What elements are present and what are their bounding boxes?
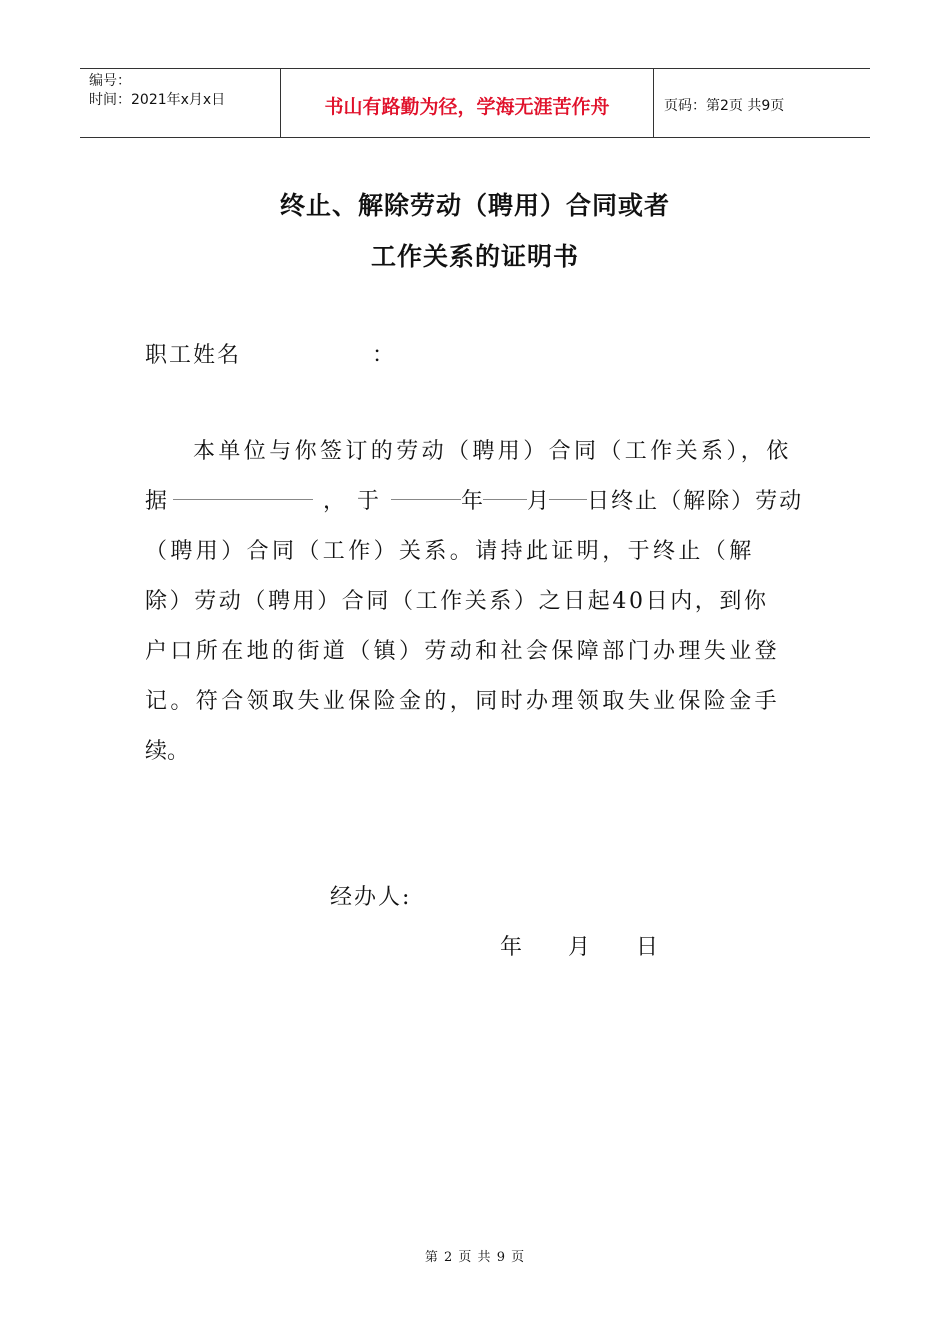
year-blank-field[interactable] (391, 477, 461, 500)
body-line-6 (145, 677, 807, 727)
page-footer: 第 2 页 共 9 页 (424, 1250, 526, 1265)
signature-month: 月 (568, 935, 591, 960)
body-text-line-2b: ，于 (323, 489, 392, 514)
signature-day: 日 (636, 935, 659, 960)
header-page-info: 页码：第2页 共9页 (664, 98, 785, 114)
employee-name-colon: ： (372, 343, 395, 368)
month-blank-field[interactable] (483, 477, 527, 500)
body-text-line-7: 续。 (145, 739, 190, 764)
body-line-5 (145, 627, 807, 677)
body-line-7 (145, 727, 807, 777)
signature-year: 年 (500, 935, 523, 960)
body-line-2 (145, 477, 807, 527)
body-line-4 (145, 577, 807, 627)
header-number-label: 编号： (89, 73, 131, 89)
body-line-1 (145, 427, 807, 477)
body-text-line-4: 除）劳动（聘用）合同（工作关系）之日起40日内，到你 (145, 589, 769, 614)
header-motto: 书山有路勤为径，学海无涯苦作舟 (281, 69, 654, 137)
header-time-label: 时间：2021年x月x日 (89, 92, 226, 108)
body-text-line-6: 记。符合领取失业保险金的，同时办理领取失业保险金手 (145, 689, 781, 714)
document-title-line2: 工作关系的证明书 (370, 242, 579, 271)
body-text-line-2a: 据 (145, 489, 168, 514)
signature-date (500, 930, 658, 961)
body-text-line-2d: 月 (527, 489, 550, 514)
body-text-line-5: 户口所在地的街道（镇）劳动和社会保障部门办理失业登 (145, 639, 781, 664)
body-text-line-3: （聘用）合同（工作）关系。请持此证明，于终止（解 (145, 539, 755, 564)
day-blank-field[interactable] (549, 477, 587, 500)
employee-name-label: 职工姓名 (145, 343, 242, 368)
handler-label: 经办人: (330, 885, 412, 910)
page-header (80, 68, 870, 138)
document-title-line1: 终止、解除劳动（聘用）合同或者 (279, 191, 670, 220)
body-line-3 (145, 527, 807, 577)
body-text-line-2c: 年 (461, 489, 484, 514)
header-meta (80, 69, 281, 137)
basis-blank-field[interactable] (173, 477, 313, 500)
body-text-line-1: 本单位与你签订的劳动（聘用）合同（工作关系），依 (193, 439, 792, 464)
body-text-line-2e: 日终止（解除）劳动 (587, 489, 804, 514)
